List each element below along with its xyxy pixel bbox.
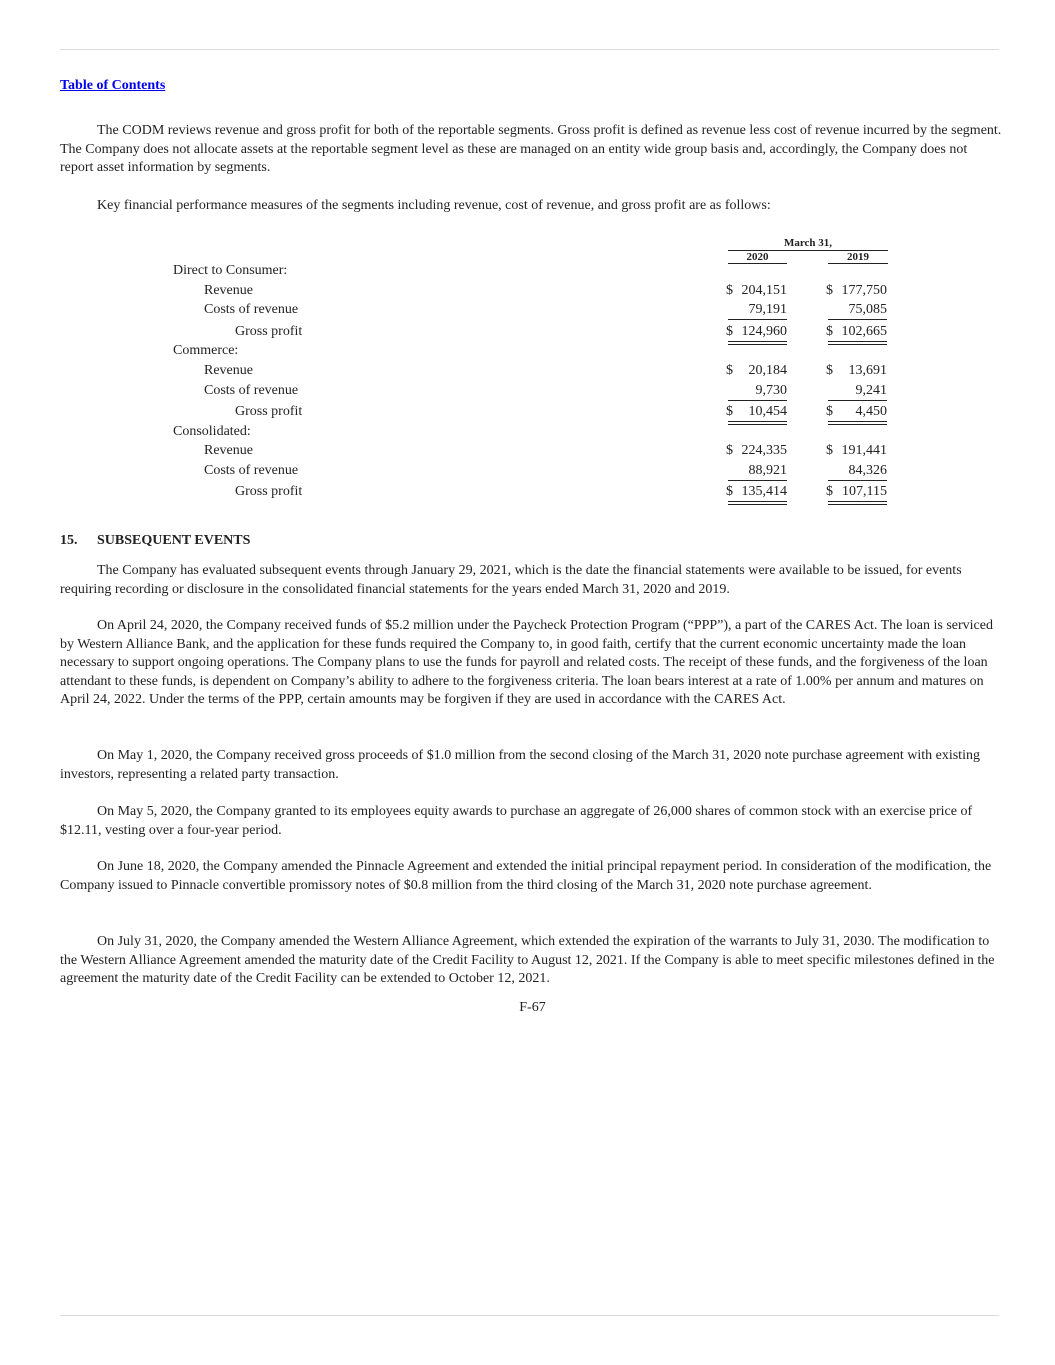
row-label: Revenue [204,282,253,298]
currency-symbol: $ [826,323,833,339]
year-underline-2019 [828,263,888,264]
row-label: Costs of revenue [204,463,299,478]
row-label: Revenue [204,363,253,378]
year-header-2020: 2020 [746,251,769,263]
amount: 204,151 [741,282,787,298]
paragraph-ppp-loan: On April 24, 2020, the Company received funds of $5.2 million under the Paycheck Protection Program (“PPP”), a part of the CARES Act. The loan is serviced by Western Alliance Bank, and the application for these funds required the Company to, in good faith, certify that the current economic uncertainty made the loan necessary to support ongoing operations. The Company plans to use the funds for payroll and related costs. The receipt of these funds, and the forgiveness of the loan attendant to these funds, is dependent on Company’s ability to adhere to the forgiveness criteria. The loan bears interest at a rate of 1.00% per annum and matures on April 24, 2022. Under the terms of the PPP, certain amounts may be forgiven if they are used in accordance with the CARES Act. [60,618,993,708]
total-double-underline [828,501,887,505]
row-label: Revenue [204,443,253,459]
currency-symbol: $ [726,363,733,378]
total-double-underline [728,341,787,345]
paragraph-may-1: On May 1, 2020, the Company received gross proceeds of $1.0 million from the second closing of the March 31, 2020 note purchase agreement with existing investors, representing a related party transaction. [60,748,980,782]
section-heading-subsequent-events [60,533,250,549]
subtotal-underline [728,480,787,481]
section-title: SUBSEQUENT EVENTS [97,533,251,548]
amount: 9,730 [755,382,787,398]
amount: 124,960 [741,323,787,339]
row-label: Costs of revenue [204,382,299,398]
amount: 177,750 [841,282,887,298]
total-double-underline [728,501,787,505]
total-double-underline [828,421,887,425]
paragraph-july-31: On July 31, 2020, the Company amended the Western Alliance Agreement, which extended the expiration of the warrants to July 31, 2030. The modification to the Western Alliance Agreement amended the maturity date of the Credit Facility to August 12, 2021. If the Company is able to meet specific milestones defined in the agreement the maturity date of the Credit Facility can be extended to October 12, 2021. [60,934,995,987]
amount: 9,241 [855,382,887,398]
amount: 75,085 [848,302,887,318]
amount: 4,450 [855,403,887,419]
currency-symbol: $ [826,363,833,378]
currency-symbol: $ [726,403,733,419]
subtotal-underline [828,400,887,401]
row-label: Gross profit [235,403,303,419]
amount: 102,665 [841,323,887,339]
section-label: Direct to Consumer: [173,263,288,278]
paragraph-key-measures: Key financial performance measures of the segments including revenue, cost of revenue, and gross profit are as follows: [97,198,771,213]
subtotal-underline [728,400,787,401]
subtotal-underline [728,319,787,320]
amount: 224,335 [741,443,787,459]
currency-symbol: $ [826,282,833,298]
amount: 20,184 [748,363,787,378]
year-header-2019: 2019 [847,251,869,263]
amount: 107,115 [842,484,887,500]
amount: 13,691 [848,363,887,378]
section-label: Consolidated: [173,423,251,439]
row-label: Costs of revenue [204,302,299,318]
currency-symbol: $ [726,443,733,459]
section-label: Commerce: [173,343,239,359]
year-underline-2020 [728,263,787,264]
bottom-divider [60,1315,999,1316]
paragraph-june-18: On June 18, 2020, the Company amended the Pinnacle Agreement and extended the initial principal repayment period. In consideration of the modification, the Company issued to Pinnacle convertible promissory notes of $0.8 million from the third closing of the March 31, 2020 note purchase agreement. [60,859,992,893]
page-number: F-67 [519,1000,546,1015]
currency-symbol: $ [826,403,833,419]
table-of-contents-link[interactable]: Table of Contents [60,78,166,93]
table-period-header: March 31, [783,237,833,249]
currency-symbol: $ [726,323,733,339]
total-double-underline [828,341,887,345]
section-number: 15. [60,533,78,548]
amount: 191,441 [841,443,887,459]
total-double-underline [728,421,787,425]
amount: 135,414 [741,484,787,500]
row-label: Gross profit [235,323,303,339]
amount: 84,326 [848,463,887,478]
paragraph-codm: The CODM reviews revenue and gross profit for both of the reportable segments. Gross profit is defined as revenue less cost of revenue incurred by the segment. The Company does not allocate assets at the reportable segment level as these are managed on an entity wide group basis and, accordingly, the Company does not report asset information by segments. [60,123,1002,176]
amount: 10,454 [748,403,787,419]
currency-symbol: $ [826,484,833,500]
paragraph-evaluation: The Company has evaluated subsequent events through January 29, 2021, which is the date the financial statements were available to be issued, for events requiring recording or disclosure in the consolidated financial statements for the years ended March 31, 2020 and 2019. [60,563,962,597]
currency-symbol: $ [826,443,833,459]
row-label: Gross profit [235,484,303,500]
amount: 79,191 [748,302,787,318]
currency-symbol: $ [726,484,733,500]
subtotal-underline [828,480,887,481]
top-divider [60,49,999,50]
paragraph-may-5: On May 5, 2020, the Company granted to its employees equity awards to purchase an aggregate of 26,000 shares of common stock with an exercise price of $12.11, vesting over a four-year period. [60,804,973,838]
currency-symbol: $ [726,282,733,298]
amount: 88,921 [748,463,787,478]
subtotal-underline [828,319,887,320]
